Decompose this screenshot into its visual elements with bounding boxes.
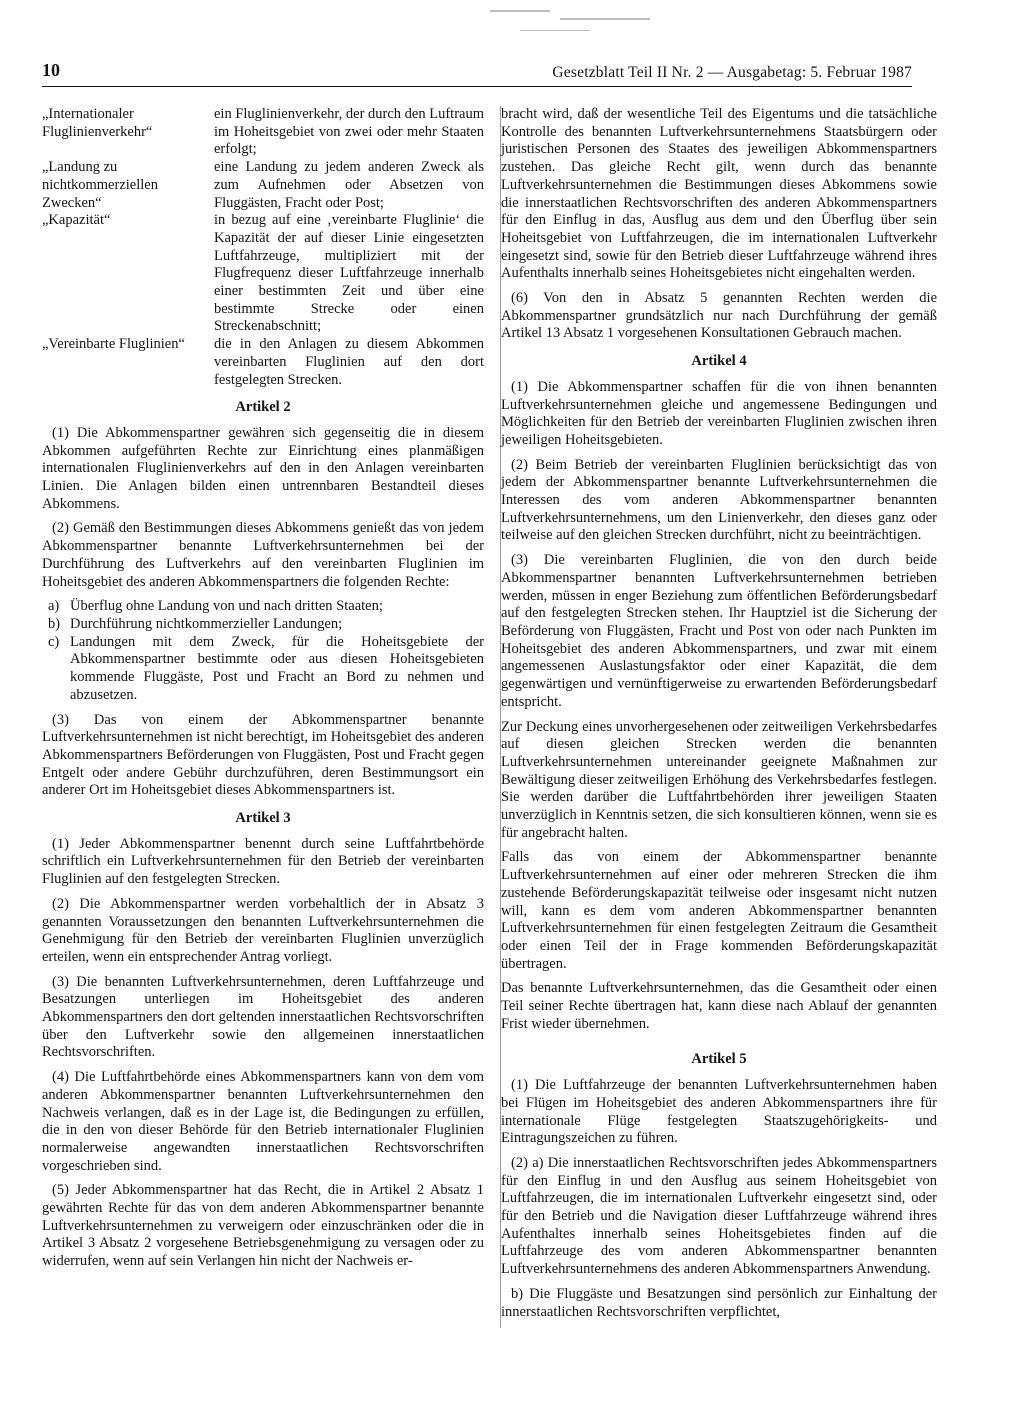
article-4-paragraph-5: Falls das von einem der Abkommenspartner benannte Luftverkehrsunternehmen auf einer oder mehreren Strecken die ihm zustehende Beförderungskapazität teilweise oder insgesamt nicht nutzen will, kann es dem vom anderen Abkommenspartner benannten Luftverkehrsunternehmen für einen festgelegten Zeitraum die Gesamtheit oder einen Teil der in Frage kommenden Beförderungskapazität übertragen. [501, 849, 937, 972]
article-2-rights-list [42, 598, 484, 704]
article-2-paragraph-2: (2) Gemäß den Bestimmungen dieses Abkommens genießt das von jedem Abkommenspartner benannte Luftverkehrsunternehmen bei der Durchführung des Luftverkehrs auf den vereinbarten Fluglinien im Hoheitsgebiet des anderen Abkommenspartners die folgenden Rechte: [42, 520, 484, 590]
list-item [42, 598, 484, 616]
list-item-label: a) [48, 598, 60, 615]
scan-speck [560, 18, 650, 20]
article-4-paragraph-6: Das benannte Luftverkehrsunternehmen, das die Gesamtheit oder einen Teil seiner Rechte übertragen hat, kann diese nach Ablauf der genannten Frist wieder übernehmen. [501, 980, 937, 1032]
article-3-heading: Artikel 3 [235, 810, 291, 827]
article-5-paragraph-2a: (2) a) Die innerstaatlichen Rechtsvorschriften jedes Abkommenspartners für den Einflug in und den Ausflug aus seinem Hoheitsgebiet von Luftfahrzeugen, die im internationalen Luftverkehr eingesetzt sind, oder für den Betrieb und die Navigation dieser Luftfahrzeuge während ihres Aufenthaltes innerhalb seines Hoheitsgebietes finden auf die Luftfahrzeuge des vom anderen Abkommenspartner benannten Luftverkehrsunternehmens des anderen Abkommenspartners Anwendung. [501, 1154, 937, 1278]
list-item-text: Überflug ohne Landung von und nach dritten Staaten; [70, 598, 383, 615]
article-2-heading: Artikel 2 [235, 399, 291, 416]
article-2-paragraph-3: (3) Das von einem der Abkommenspartner benannte Luftverkehrsunternehmen ist nicht berechtigt, im Hoheitsgebiet des anderen Abkommenspartners Beförderungen von Fluggästen, Post und Fracht gegen Entgelt oder andere Gebühr durchzuführen, deren Bestimmungsort ein anderer Ort im Hoheitsgebiet dieses Abkommenspartners ist. [42, 711, 484, 799]
definition-item [42, 159, 484, 212]
list-item-text: Durchführung nichtkommerzieller Landungen; [70, 615, 343, 632]
definition-item [42, 106, 484, 159]
gazette-title: Gesetzblatt Teil II Nr. 2 — Ausgabetag: 5. Februar 1987 [552, 64, 912, 81]
page-header [42, 62, 912, 87]
article-3-paragraph-5-continued: bracht wird, daß der wesentliche Teil des Eigentums und die tatsächliche Kontrolle des benannten Luftverkehrsunternehmens Staatsbürgern oder juristischen Personen des Staates des jeweiligen Abkommenspartners zustehen. Das gleiche Recht gilt, wenn durch das benannte Luftverkehrsunternehmen die Bestimmungen dieses Abkommens sowie die innerstaatlichen Rechtsvorschriften des anderen Abkommenspartners für den Einflug in das, Ausflug aus dem und den Überflug über sein Hoheitsgebiet von Luftfahrzeugen, die im internationalen Luftverkehr eingesetzt sind, sowie für den Betrieb dieser Luftfahrzeuge während ihres Aufenthalts innerhalb seines Hoheitsgebietes nicht eingehalten werden. [501, 106, 937, 282]
definition-description: in bezug auf eine ‚vereinbarte Fluglinie‘ die Kapazität der auf dieser Linie eingesetzten Luftfahrzeuge, multipliziert mit der Flugfrequenz dieser Luftfahrzeuge innerhalb einer bestimmten Zeit und über eine bestimmte Strecke oder einen Streckenabschnitt; [214, 212, 484, 335]
left-column [42, 106, 484, 1278]
definition-item [42, 336, 484, 389]
list-item [42, 616, 484, 634]
definition-term: „Landung zu nichtkommerziellen Zwecken“ [42, 159, 158, 211]
definition-description: die in den Anlagen zu diesem Abkommen vereinbarten Fluglinien auf den dort festgelegten Strecken. [214, 336, 484, 388]
article-5-paragraph-2b: b) Die Fluggäste und Besatzungen sind persönlich zur Einhaltung der innerstaatlichen Rechtsvorschriften verpflichtet, [501, 1285, 937, 1320]
page-number: 10 [42, 60, 60, 80]
article-3-paragraph-4: (4) Die Luftfahrtbehörde eines Abkommenspartners kann von dem vom anderen Abkommenspartner benannten Luftverkehrsunternehmen den Nachweis verlangen, daß es in der Lage ist, die Bedingungen zu erfüllen, die in den von dieser Behörde für den Betrieb internationaler Fluglinien normalerweise angewandten innerstaatlichen Rechtsvorschriften vorgeschrieben sind. [42, 1069, 484, 1174]
definition-term: „Kapazität“ [42, 212, 111, 229]
article-3-paragraph-5: (5) Jeder Abkommenspartner hat das Recht, die in Artikel 2 Absatz 1 gewährten Rechte für das von dem anderen Abkommenspartner benannte Luftverkehrsunternehmen zu verweigern oder einzuschränken oder die in Artikel 3 Absatz 2 vorgesehene Betriebsgenehmigung zu versagen oder zu widerrufen, wenn auf sein Verlangen hin nicht der Nachweis er- [42, 1182, 484, 1270]
right-column [500, 106, 937, 1328]
definition-description: ein Fluglinienverkehr, der durch den Luftraum im Hoheitsgebiet von zwei oder mehr Staaten erfolgt; [214, 106, 484, 158]
list-item-label: c) [48, 633, 60, 650]
list-item-text: Landungen mit dem Zweck, für die Hoheitsgebiete der Abkommenspartner bestimmte oder aus diesen Hoheitsgebieten kommende Fluggäste, Post und Fracht an Bord zu nehmen und abzusetzen. [70, 633, 484, 703]
article-4-paragraph-1: (1) Die Abkommenspartner schaffen für die von ihnen benannten Luftverkehrsunternehmen gleiche und angemessene Bedingungen und Möglichkeiten für den Betrieb der vereinbarten Fluglinien zwischen ihren jeweiligen Hoheitsgebieten. [501, 378, 937, 448]
article-3-paragraph-3: (3) Die benannten Luftverkehrsunternehmen, deren Luftfahrzeuge und Besatzungen unterliegen im Hoheitsgebiet des anderen Abkommenspartners den dort geltenden innerstaatlichen Rechtsvorschriften über den Luftverkehr sowie den allgemeinen innerstaatlichen Rechtsvorschriften. [42, 973, 484, 1061]
definition-term: „Vereinbarte Fluglinien“ [42, 336, 185, 353]
article-3-paragraph-6: (6) Von den in Absatz 5 genannten Rechten werden die Abkommenspartner grundsätzlich nur nach Durchführung der gemäß Artikel 13 Absatz 1 vorgesehenen Konsultationen Gebrauch machen. [501, 290, 937, 342]
article-2-paragraph-1: (1) Die Abkommenspartner gewähren sich gegenseitig die in diesem Abkommen aufgeführten Rechte zur Einrichtung eines planmäßigen internationalen Fluglinienverkehrs auf den in den Anlagen vereinbarten Linien. Die Anlagen bilden einen untrennbaren Bestandteil dieses Abkommens. [42, 424, 484, 512]
article-3-paragraph-1: (1) Jeder Abkommenspartner benennt durch seine Luftfahrtbehörde schriftlich ein Luftverkehrsunternehmen für den Betrieb der vereinbarten Fluglinien auf den festgelegten Strecken. [42, 835, 484, 888]
list-item-label: b) [48, 615, 61, 632]
article-5-paragraph-1: (1) Die Luftfahrzeuge der benannten Luftverkehrsunternehmen haben bei Flügen im Hoheitsgebiet des anderen Abkommenspartners ihre für internationale Flüge festgelegten Staatszugehörigkeits- und Eintragungszeichen zu führen. [501, 1077, 937, 1147]
article-4-heading: Artikel 4 [691, 353, 747, 370]
article-4-paragraph-3: (3) Die vereinbarten Fluglinien, die von den durch beide Abkommenspartner benannten Luftverkehrsunternehmen betrieben werden, müssen in enger Beziehung zum öffentlichen Beförderungsbedarf auf den festgelegten Strecken stehen. Ihr Hauptziel ist die Sicherung der Beförderung von Fluggästen, Fracht und Post von oder nach Punkten im Hoheitsgebiet des anderen Abkommenspartners, und zwar mit einem angemessenen Auslastungsfaktor oder einer Kapazität, die dem gegenwärtigen und vernünftigerweise zu erwartenden Beförderungsbedarf entspricht. [501, 552, 937, 710]
article-5-heading: Artikel 5 [691, 1051, 747, 1068]
definition-term: „Internationaler Fluglinienverkehr“ [42, 106, 153, 140]
scan-speck [520, 30, 590, 31]
scan-speck [490, 10, 550, 12]
list-item [42, 634, 484, 705]
article-3-paragraph-2: (2) Die Abkommenspartner werden vorbehaltlich der in Absatz 3 genannten Voraussetzungen den benannten Luftverkehrsunternehmen die Genehmigung für den Betrieb der vereinbarten Fluglinien unverzüglich erteilen, wenn ein entsprechender Antrag vorliegt. [42, 895, 484, 965]
definition-description: eine Landung zu jedem anderen Zweck als zum Aufnehmen oder Absetzen von Fluggästen, Fracht oder Post; [214, 159, 484, 211]
article-4-paragraph-4: Zur Deckung eines unvorhergesehenen oder zeitweiligen Verkehrsbedarfes auf diesen gleichen Strecken werden die benannten Luftverkehrsunternehmen untereinander geeignete Maßnahmen zur Bewältigung dieser zeitweiligen Erhöhung des Verkehrsbedarfes festlegen. Sie werden darüber die Luftfahrtbehörden ihrer jeweiligen Staaten unverzüglich in Kenntnis setzen, die sich konsultieren können, wenn sie es für angebracht halten. [501, 718, 937, 841]
article-4-paragraph-2: (2) Beim Betrieb der vereinbarten Fluglinien berücksichtigt das von jedem der Abkommenspartner benannte Luftverkehrsunternehmen die Interessen des vom anderen Abkommenspartner benannten Luftverkehrsunternehmens, um den Linienverkehr, den dieses ganz oder teilweise auf den gleichen Strecken durchführt, nicht zu beeinträchtigen. [501, 456, 937, 544]
definition-item [42, 212, 484, 336]
